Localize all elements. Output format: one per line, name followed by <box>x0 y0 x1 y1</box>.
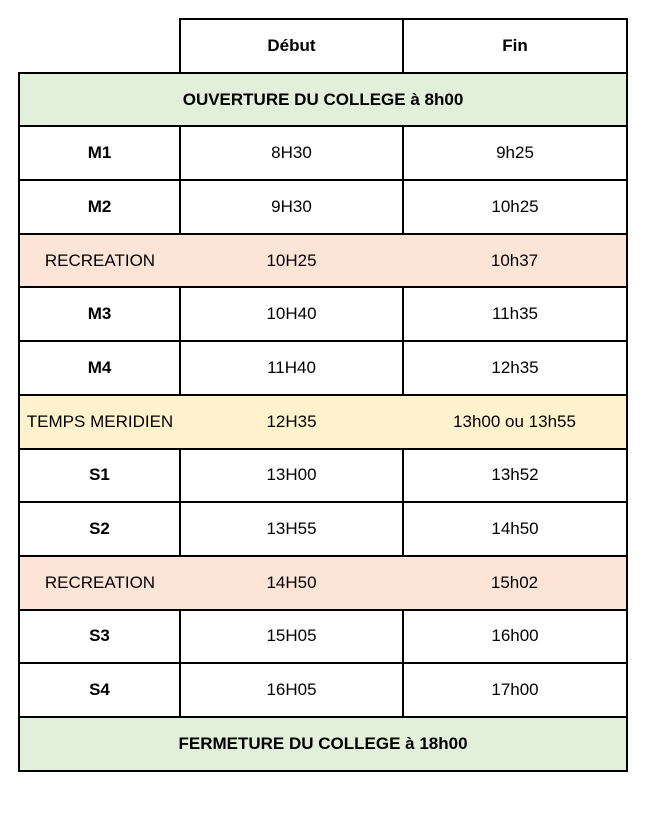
period-start-time: 10H25 <box>180 234 403 288</box>
period-label: S1 <box>19 449 180 503</box>
schedule-table <box>18 18 628 772</box>
period-label: M3 <box>19 287 180 341</box>
period-end-time: 17h00 <box>403 663 627 717</box>
period-start-time: 11H40 <box>180 341 403 395</box>
period-label: TEMPS MERIDIEN <box>19 395 180 449</box>
table-row <box>19 663 627 717</box>
period-end-time: 16h00 <box>403 610 627 664</box>
header-start: Début <box>180 19 403 73</box>
table-row <box>19 502 627 556</box>
period-start-time: 12H35 <box>180 395 403 449</box>
period-start-time: 14H50 <box>180 556 403 610</box>
closing-banner: FERMETURE DU COLLEGE à 18h00 <box>19 717 627 771</box>
period-end-time: 11h35 <box>403 287 627 341</box>
period-end-time: 15h02 <box>403 556 627 610</box>
period-end-time: 12h35 <box>403 341 627 395</box>
period-label: M2 <box>19 180 180 234</box>
table-row <box>19 287 627 341</box>
table-row <box>19 180 627 234</box>
table-row <box>19 556 627 610</box>
table-row <box>19 610 627 664</box>
period-label: RECREATION <box>19 234 180 288</box>
period-start-time: 10H40 <box>180 287 403 341</box>
header-end: Fin <box>403 19 627 73</box>
period-start-time: 13H55 <box>180 502 403 556</box>
header-row <box>19 19 627 73</box>
table-row <box>19 395 627 449</box>
period-end-time: 14h50 <box>403 502 627 556</box>
period-start-time: 8H30 <box>180 126 403 180</box>
period-start-time: 13H00 <box>180 449 403 503</box>
opening-banner: OUVERTURE DU COLLEGE à 8h00 <box>19 73 627 127</box>
period-end-time: 10h25 <box>403 180 627 234</box>
header-corner-cell <box>19 19 180 73</box>
schedule-body <box>19 19 627 771</box>
period-end-time: 13h00 ou 13h55 <box>403 395 627 449</box>
period-start-time: 9H30 <box>180 180 403 234</box>
period-label: S3 <box>19 610 180 664</box>
period-start-time: 15H05 <box>180 610 403 664</box>
period-label: M4 <box>19 341 180 395</box>
closing-row <box>19 717 627 771</box>
period-label: RECREATION <box>19 556 180 610</box>
table-row <box>19 126 627 180</box>
period-end-time: 10h37 <box>403 234 627 288</box>
table-row <box>19 449 627 503</box>
opening-row <box>19 73 627 127</box>
period-start-time: 16H05 <box>180 663 403 717</box>
period-label: M1 <box>19 126 180 180</box>
period-end-time: 13h52 <box>403 449 627 503</box>
period-label: S2 <box>19 502 180 556</box>
period-end-time: 9h25 <box>403 126 627 180</box>
period-label: S4 <box>19 663 180 717</box>
table-row <box>19 341 627 395</box>
table-row <box>19 234 627 288</box>
